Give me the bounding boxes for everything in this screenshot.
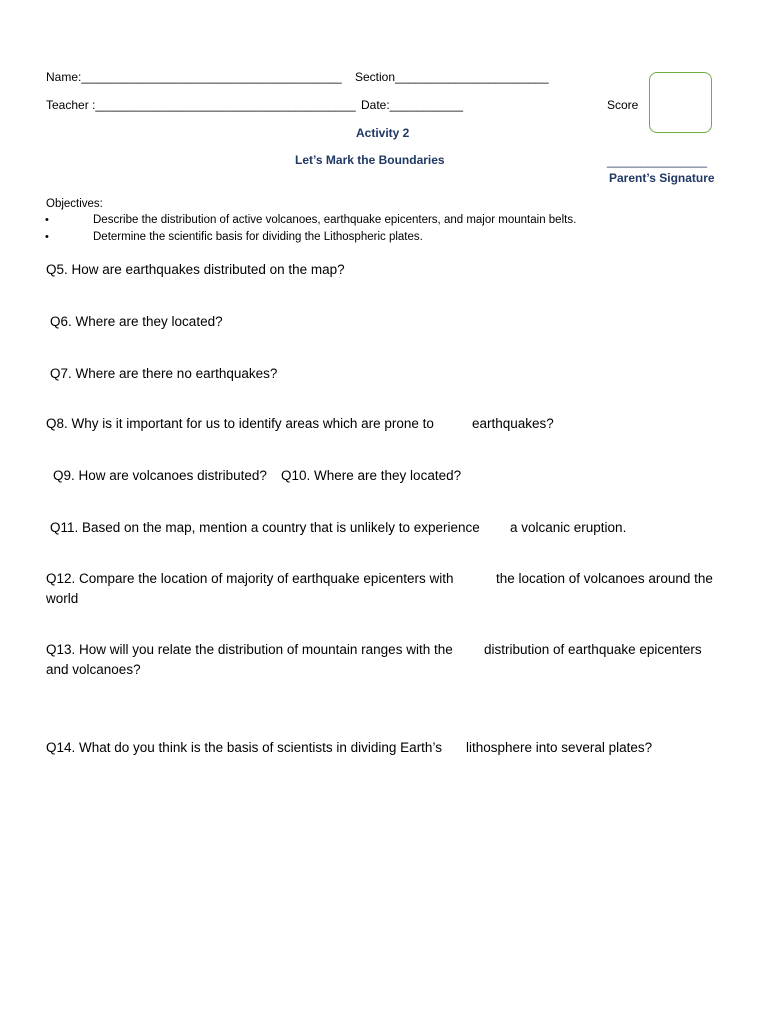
activity-subtitle: Let’s Mark the Boundaries bbox=[295, 153, 445, 167]
question-q12-part1: Q12. Compare the location of majority of earthquake epicenters with bbox=[46, 571, 454, 586]
bullet-2: • bbox=[45, 231, 49, 243]
question-q9: Q9. How are volcanoes distributed? bbox=[53, 468, 267, 483]
question-q7: Q7. Where are there no earthquakes? bbox=[50, 366, 278, 381]
name-field-line: Name:_______________________________________ bbox=[46, 70, 342, 84]
question-q13-part1: Q13. How will you relate the distribution of mountain ranges with the bbox=[46, 642, 453, 657]
question-q13-part2: distribution of earthquake epicenters bbox=[484, 642, 702, 657]
teacher-field-line: Teacher :_______________________________________ bbox=[46, 98, 356, 112]
activity-title: Activity 2 bbox=[356, 126, 410, 140]
objectives-heading: Objectives: bbox=[46, 198, 103, 210]
question-q12-part2: the location of volcanoes around the bbox=[496, 571, 713, 586]
question-q14-part1: Q14. What do you think is the basis of scientists in dividing Earth’s bbox=[46, 740, 442, 755]
question-q8-part1: Q8. Why is it important for us to identify areas which are prone to bbox=[46, 416, 434, 431]
question-q12-part3: world bbox=[46, 591, 79, 606]
bullet-1: • bbox=[45, 214, 49, 226]
question-q14-part2: lithosphere into several plates? bbox=[466, 740, 653, 755]
signature-line: _______________ bbox=[607, 154, 708, 168]
score-box bbox=[649, 72, 712, 133]
question-q10: Q10. Where are they located? bbox=[281, 468, 462, 483]
question-q8-part2: earthquakes? bbox=[472, 416, 554, 431]
objective-item-2: Determine the scientific basis for dividing the Lithospheric plates. bbox=[93, 231, 423, 243]
objective-item-1: Describe the distribution of active volcanoes, earthquake epicenters, and major mountain belts. bbox=[93, 214, 577, 226]
parent-signature-label: Parent’s Signature bbox=[609, 171, 715, 185]
question-q11-part2: a volcanic eruption. bbox=[510, 520, 627, 535]
question-q13-part3: and volcanoes? bbox=[46, 662, 141, 677]
section-field-line: Section_______________________ bbox=[355, 70, 549, 84]
question-q6: Q6. Where are they located? bbox=[50, 314, 223, 329]
question-q11-part1: Q11. Based on the map, mention a country that is unlikely to experience bbox=[50, 520, 480, 535]
score-label: Score bbox=[607, 98, 639, 112]
question-q5: Q5. How are earthquakes distributed on the map? bbox=[46, 262, 345, 277]
date-field-line: Date:___________ bbox=[361, 98, 464, 112]
